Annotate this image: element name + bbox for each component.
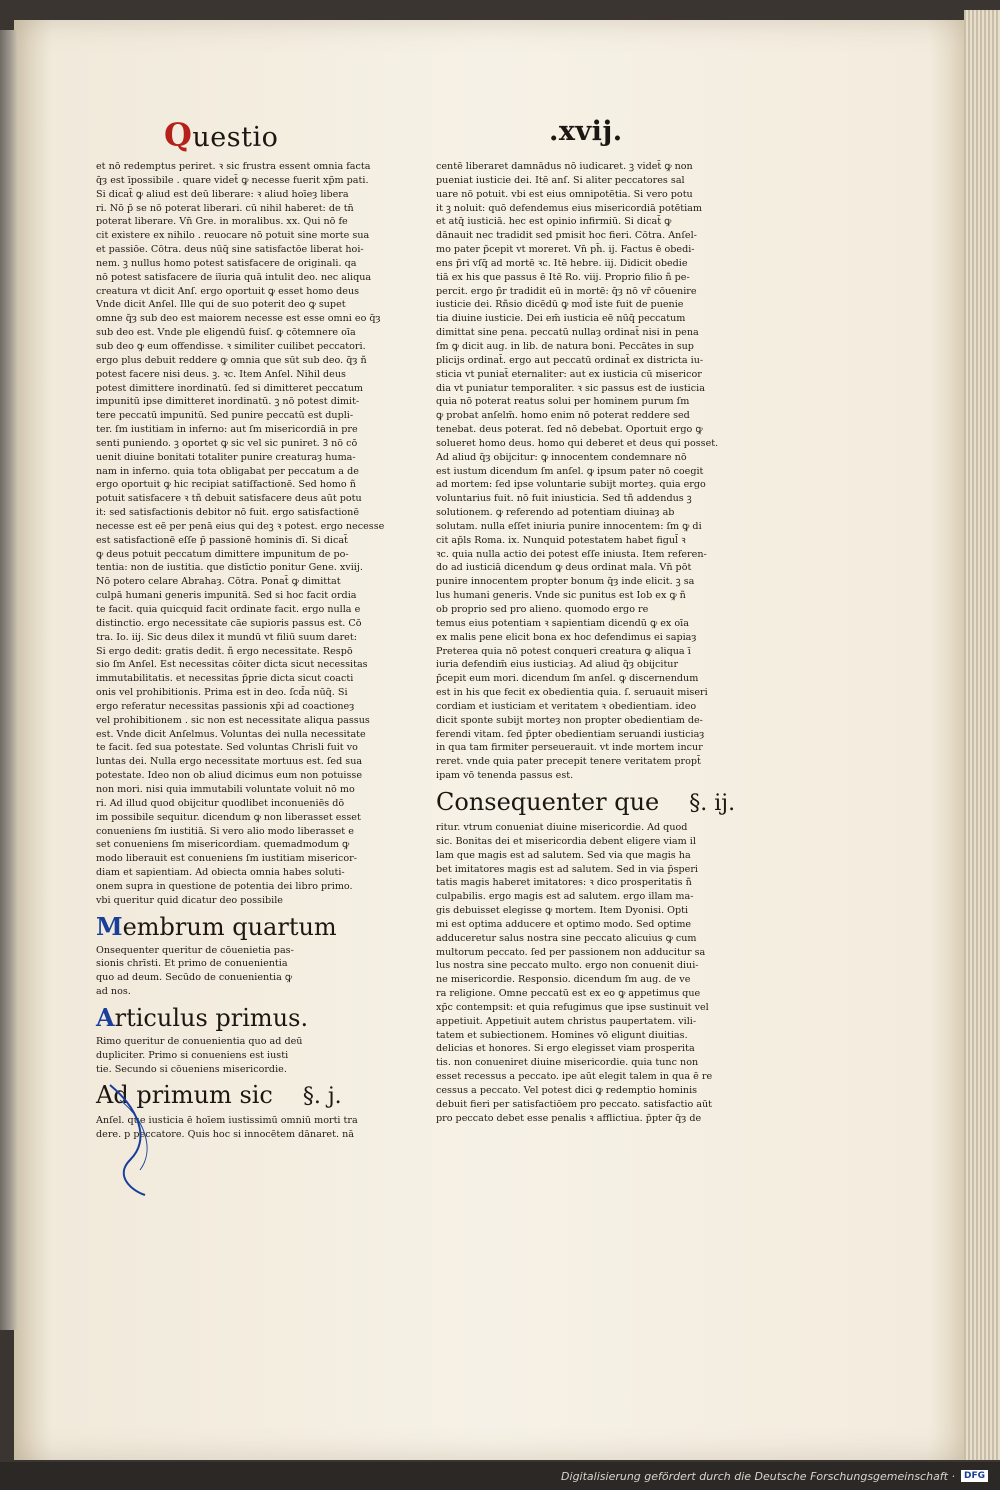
text-line: onem supra in questione de potentia dei libro primo. [96,880,353,892]
running-head-right: .xvij. [549,116,623,147]
text-line: quo ad deum. Secūdo de conuenientia ꝙ [96,972,293,984]
left-lines3 [96,1035,388,1077]
text-line: poterat liberare. Vn̄ Gre. in moralibus. xx. Qui nō fe [96,216,348,228]
text-line: dupliciter. Primo si conueniens est iusti [96,1049,289,1061]
text-line: culpabilis. ergo magis est ad salutem. ergo illam ma- [436,891,694,903]
text-line: ens p̄ri vſq̄ ad mortē ꝛc. Itē hebre. iij. Didicit obedie [436,257,688,269]
text-line: est satisfactionē eſſe p̄ passionē hominis dī. Si dicat̄ [96,534,348,546]
text-line: vbi queritur quid dicatur deo possibile [96,894,283,906]
text-line: tere peccatū impunitū. Sed punire peccatū est dupli- [96,410,354,422]
text-line: uare nō potuit. vbi est eius omnipotētia. Si vero potu [436,188,693,200]
text-line: ter. ſm iustitiam in inferno: aut ſm misericordiā in pre [96,424,358,436]
text-line: Si dicat̄ ꝙ aliud est deū liberare: ꝛ aliud hoīeȝ libera [96,188,349,200]
left-column [96,160,388,1142]
right-lines2 [436,821,728,1126]
text-line: ad mortem: ſed ipse voluntarie subijt morteȝ. quia ergo [436,479,706,491]
text-line: immutabilitatis. et necessitas p̄prie dicta sicut coacti [96,673,354,685]
text-line: lam que magis est ad salutem. Sed via que magis ha [436,849,691,861]
text-line: onis vel prohibitionis. Prima est in deo. ſcd̄a nūq̄. Si [96,687,348,699]
text-line: dicit sponte subijt morteȝ non propter obedientiam de- [436,714,703,726]
text-line: impunitū ipse dimitteret inordinatū. ꝫ nō potest dimit- [96,396,360,408]
text-line: nō potest satisfacere de iīuria quā intulit deo. nec aliqua [96,271,372,283]
text-line: ꝙ probat anſelm̄. homo enim nō poterat reddere sed [436,410,690,422]
left-lines2 [96,944,388,999]
text-line: diam et sapientiam. Ad obiecta omnia habes soluti- [96,867,345,879]
text-line: vel prohibitionem . sic non est necessitate aliqua passus [96,714,370,726]
text-line: debuit fieri per satisfactiōem pro peccato. satisfactio aūt [436,1098,713,1110]
text-line: ergo oportuit ꝙ hic recipiat satiſfactionē. Sed homo ñ [96,479,356,491]
text-line: ſm ꝙ dicit aug. in lib. de natura boni. Peccātes in sup [436,340,694,352]
footer-credit: Digitalisierung gefördert durch die Deutsche Forschungsgemeinschaft · [561,1469,955,1483]
text-line: mo pater p̄cepit vt moreret. Vn̄ ph̄. ij. Factus ē obedi- [436,244,695,256]
text-line: sionis chrīsti. Et primo de conuenientia [96,958,288,970]
text-line: tatem et subiectionem. Homines vō eligunt diuitias. [436,1029,688,1041]
text-line: pueniat iusticie dei. Itē anſ. Si aliter peccatores sal [436,174,685,186]
text-line: conueniens ſm iustitiā. Si vero alio modo liberasset e [96,825,354,837]
text-line: reret. vnde quia pater precepit tenere veritatem propt̄ [436,756,701,768]
left-lines [96,160,388,908]
text-line: ergo referatur necessitas passionis xp̄i ad coactioneȝ [96,700,355,712]
dfg-logo: DFG [961,1470,988,1482]
text-line: te facit. ſed sua potestate. Sed voluntas Chrisli fuit vo [96,742,358,754]
text-line: cessus a peccato. Vel potest dici ꝙ redemptio hominis [436,1085,698,1096]
text-line: p̄cepit eum mori. dicendum ſm anſel. ꝙ discernendum [436,673,699,685]
text-line: uenit diuine bonitati totaliter punire creaturaȝ huma- [96,451,356,463]
heading-articulus [96,1003,388,1033]
text-line: dānauit nec tradidit sed pmisit hoc fieri. Cōtra. Anſel- [436,230,697,242]
text-line: sio ſm Anſel. Est necessitas cōiter dicta sicut necessitas [96,659,368,671]
footer-bar [0,1462,1000,1490]
text-line: Ad aliud q̄ȝ obijcitur: ꝙ innocentem condemnare nō [436,451,687,463]
text-line: ꝙ deus potuit peccatum dimittere impunitum de po- [96,548,349,560]
text-line: ne misericordie. Responsio. dicendum ſm aug. de ve [436,974,691,986]
text-line: dia vt puniatur temporaliter. ꝛ sic passus est de iusticia [436,382,705,394]
text-line: it ꝫ noluit: quō defendemus eius misericordiā potētiam [436,202,702,214]
heading-consequenter [436,787,736,819]
text-line: punire innocentem propter bonum q̄ȝ inde elicit. ꝫ sa [436,576,695,588]
text-line: ad nos. [96,986,131,998]
text-line: quia nō poterat reatus solui per hominem purum ſm [436,396,690,408]
text-line: cit ap̄ls Roma. ix. Nunquid potestatem habet figul̄ ꝛ [436,534,686,546]
text-line: solutam. nulla eſſet iniuria punire innocentem: ſm ꝙ di [436,520,702,532]
text-line: sub deo est. Vnde ple eligendū fuisſ. ꝙ cōtemnere oīa [96,327,356,339]
text-line: sic. Bonitas dei et misericordia debent eligere viam il [436,835,696,847]
text-line: potest facere nisi deus. ꝫ. ꝛc. Item Anſel. Nihil deus [96,368,346,380]
text-line: lus humani generis. Vnde sic punitus est Iob ex ꝙ ñ [436,590,686,602]
text-line: et nō redemptus periret. ꝛ sic frustra essent omnia facta [96,161,371,172]
text-line: im possibile sequitur. dicendum ꝙ non liberasset esset [96,811,361,823]
right-book-edge [964,10,1000,1460]
text-line: modo liberauit est conueniens ſm iustitiam misericor- [96,853,357,865]
text-line: tenebat. deus poterat. ſed nō debebat. Oportuit ergo ꝙ [436,424,703,436]
text-line: do ad iusticiā dicendum ꝙ deus ordinat mala. Vn̄ pōt [436,562,692,574]
text-line: Preterea quia nō potest conqueri creatura ꝙ aliqua ī [436,645,691,657]
text-line: culpā humani generis impunitā. Sed si hoc facit ordia [96,590,357,602]
text-line: tie. Secundo si cōueniens misericordie. [96,1063,287,1075]
running-head-left-text: uestio [192,122,279,153]
running-head-left [164,116,278,154]
heading-membrum-text: embrum quartum [122,912,337,941]
text-line: adduceretur salus nostra sine peccato alicuius ꝙ cum [436,932,697,944]
text-line: lus nostra sine peccato multo. ergo non conuenit diui- [436,960,699,972]
heading-membrum-initial: M [96,911,123,941]
text-line: cordiam et iusticiam et veritatem ꝛ obedientiam. ideo [436,700,697,712]
right-lines [436,160,728,783]
text-line: est. Vnde dicit Anſelmus. Voluntas dei nulla necessitate [96,728,366,740]
section-mark: §. ij. [689,790,736,816]
text-line: dimittat sine pena. peccatū nullaȝ ordinat̄ nisi in pena [436,327,699,339]
text-line: multorum peccato. ſed per passionem non adducitur sa [436,946,706,958]
text-line: Anſel. que iusticia ē hoīem iustissimū omniū morti tra [96,1115,358,1127]
text-line: ra religione. Omne peccatū est ex eo ꝙ appetimus que [436,988,701,1000]
text-line: tiā ex his que passus ē Itē Ro. viij. Proprio filio ñ pe- [436,271,690,283]
text-line: nam in inferno. quia tota obligabat per peccatum a de [96,465,359,477]
text-line: necesse est eē per penā eius qui deꝫ ꝛ potest. ergo necesse [96,520,385,532]
text-line: sticia vt puniat̄ eternaliter: aut ex iusticia cū misericor [436,368,702,380]
heading-membrum [96,912,388,942]
text-line: et passiōe. Cōtra. deus nūq̄ sine satisfactōe liberat hoi- [96,244,364,256]
text-line: percit. ergo p̄r tradidit eū in mortē: q̄ȝ nō vr̄ cōuenire [436,285,697,297]
text-line: est iustum dicendum ſm anſel. ꝙ ipsum pater nō coegit [436,465,704,477]
text-line: esset recessus a peccato. ipe aūt elegit talem in qua ē re [436,1071,713,1083]
text-line: xp̄c contempsit: et quia refugimus que ipse sustinuit vel [436,1001,709,1013]
text-line: cit existere ex nihilo . reuocare nō potuit sine morte sua [96,230,370,242]
text-line: tra. Io. iij. Sic deus dilex it mundū vt filiū suum daret: [96,631,357,643]
text-line: voluntarius fuit. nō fuit iniusticia. Sed tñ addendus ꝫ [436,493,692,505]
left-book-edge [0,30,18,1330]
text-line: et atq̄ iusticiā. hec est opinio infirmiū. Si dicat̄ ꝙ [436,216,672,228]
text-line: nem. ꝫ nullus homo potest satisfacere de originali. qa [96,257,357,269]
text-line: ritur. vtrum conueniat diuine misericordie. Ad quod [436,821,688,833]
text-line: ob proprio sed pro alieno. quomodo ergo re [436,604,649,615]
heading-consequenter-text: Consequenter que [436,787,660,816]
text-line: creatura vt dicit Anſ. ergo oportuit ꝙ esset homo deus [96,285,360,297]
text-line: iuria defendim̄ eius iusticiaȝ. Ad aliud q̄ȝ obijcitur [436,659,679,671]
text-line: ri. Nō p̄ se nō poterat liberari. cū nihil haberet: de tn̄ [96,202,354,214]
text-line: it: sed satisfactionis debitor nō fuit. ergo satisfactionē [96,507,360,519]
text-line: set conueniens ſm misericordiam. quemadmodum ꝙ [96,839,350,851]
text-line: iusticie dei. Rñsio dicēdū ꝙ mod̄ iste fuit de puenie [436,299,684,311]
heading-ad-primum-text: Ad primum sic [96,1081,273,1110]
text-line: distinctio. ergo necessitate cāe supioris passus est. Cō [96,617,362,629]
text-line: plicijs ordinat̄. ergo aut peccatū ordinat̄ ex districta iu- [436,354,704,366]
text-line: non mori. nisi quia immutabili voluntate voluit nō mo [96,783,355,795]
text-line: centē liberaret damnādus nō iudicaret. ꝫ videt̄ ꝙ non [436,161,693,172]
text-line: ꝛc. quia nulla actio dei potest eſſe iniusta. Item referen- [436,548,707,560]
text-line: omne q̄ȝ sub deo est maiorem necesse est esse omni eo q̄ȝ [96,313,381,325]
manuscript-page [14,20,966,1460]
text-line: luntas dei. Nulla ergo necessitate mortuus est. ſed sua [96,756,363,768]
text-line: gis debuisset elegisse ꝙ mortem. Item Dyonisi. Opti [436,905,689,917]
text-line: est in his que fecit ex obedientia quia. ſ. seruauit miseri [436,687,708,699]
text-line: Rimo queritur de conuenientia quo ad deū [96,1035,303,1047]
text-line: temus eius potentiam ꝛ sapientiam dicendū ꝙ ex oīa [436,617,689,629]
text-line: potestate. Ideo non ob aliud dicimus eum non potuisse [96,770,363,782]
text-line: Onsequenter queritur de cōuenietia pas- [96,944,294,956]
text-line: tatis magis haberet imitatores: ꝛ dico prosperitatis ñ [436,877,692,889]
text-line: solueret homo deus. homo qui deberet et deus qui posset. [436,437,719,449]
text-line: senti puniendo. ꝫ oportet ꝙ sic vel sic puniret. Ꝫ nō cō [96,437,358,449]
text-line: Nō potero celare Abrahaȝ. Cōtra. Ponat̄ ꝙ dimittat [96,576,341,588]
text-line: bet imitatores magis est ad salutem. Sed in via p̄speri [436,863,698,875]
text-line: ergo plus debuit reddere ꝙ omnia que sūt sub deo. q̄ȝ ñ [96,354,367,366]
decorative-flourish-icon [100,1080,170,1200]
text-line: Si ergo dedit: gratis dedit. ñ ergo necessitate. Respō [96,645,353,657]
text-line: tentia: non de iustitia. que distīctio ponitur Gene. xviij. [96,562,363,574]
running-head-initial: Q [164,116,193,154]
right-column [436,160,736,1126]
text-line: mi est optima adducere et optimo modo. Sed optime [436,918,692,930]
heading-articulus-initial: A [96,1002,115,1032]
text-line: potuit satisfacere ꝛ tñ debuit satisfacere deus aūt potu [96,493,362,505]
text-line: pro peccato debet esse penalis ꝛ afflictiua. p̄pter q̄ȝ de [436,1112,702,1124]
text-line: te facit. quia quicquid facit ordinate facit. ergo nulla e [96,604,361,615]
text-line: in qua tam firmiter perseuerauit. vt inde mortem incur [436,742,703,754]
text-line: ipam vō tenenda passus est. [436,770,574,782]
text-line: tia diuine iusticie. Dei em̄ iusticia eē nūq̄ peccatum [436,313,686,325]
heading-articulus-text: rticulus primus. [114,1003,309,1032]
text-line: ferendi vitam. ſed p̄pter obedientiam seruandi iusticiaȝ [436,728,705,740]
text-line: ex malis pene elicit bona ex hoc defendimus ei sapiaȝ [436,631,697,643]
text-line: appetiuit. Appetiuit autem christus paupertatem. vili- [436,1015,697,1027]
text-line: solutionem. ꝙ referendo ad potentiam diuinaȝ ab [436,507,675,519]
text-line: q̄ȝ est īpossibile . quare videt̄ ꝙ necesse fuerit xp̄m pati. [96,174,369,186]
text-line: potest dimittere inordinatū. ſed si dimitteret peccatum [96,382,364,394]
text-line: sub deo ꝙ eum offendisse. ꝛ similiter cuilibet peccatori. [96,340,366,352]
text-line: ri. Ad illud quod obijcitur quodlibet inconueniēs dō [96,797,345,809]
text-line: tis. non conueniret diuine misericordie. quia tunc non [436,1057,699,1069]
text-line: delicias et honores. Si ergo elegisset viam prosperita [436,1043,695,1055]
text-line: dere. p peccatore. Quis hoc si innocētem dānaret. nā [96,1129,354,1141]
section-mark: §. j. [302,1084,342,1110]
text-line: Vnde dicit Anſel. Ille qui de suo poterit deo ꝙ supet [96,299,346,311]
